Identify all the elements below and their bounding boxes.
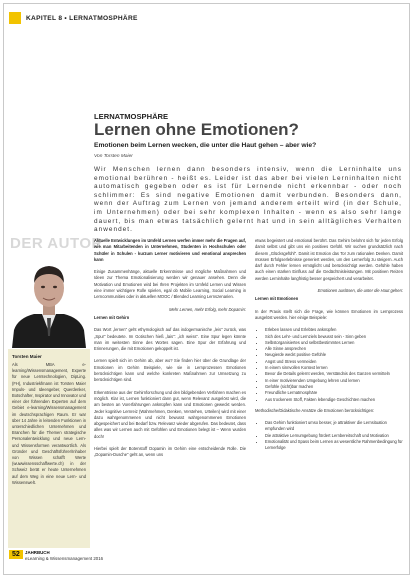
paragraph: Das Wort „lernen" geht ethymologisch auf das indogermanische „leis" zurück, was „Spur" bedeutete. Im Gotischen hieß „lais": „ich weiss". Eine Spur legen könnte man im weitesten Sinne des Wortes sagen. Eine Spur der Erfahrung und Erinnerungen, die mit Emotionen gekoppelt ist. (94, 327, 246, 352)
section-quote: Emotionen auslösen, die unter die Haut gehen: (317, 288, 403, 294)
author-name: Torsten Maier (12, 354, 42, 359)
list-item: • Das Gehirn funktioniert umso besser, je attraktiver die Lernsituation empfunden wird (265, 420, 403, 433)
author-bio-box (8, 349, 90, 548)
list-item: • Freundliche Lernatmosphäre (265, 390, 403, 396)
paragraph: Lernen spielt sich im Gehirn ab, aber wo? Sie finden hier über die Grundlage der Emotionen im Gehirn Beispiele, wie sie in Lernprozessen Emotionen berücksichtigen kann und welche konkreten Maßnahmen zur Umsetzung zu berücksichtigen sind. (94, 358, 246, 383)
chapter-label: KAPITEL 8 • LERNATMOSPHÄRE (26, 14, 138, 22)
page-footer (9, 550, 104, 568)
paragraph: Methodische/Didaktische Ansätze die Emotionen berücksichtigen: (255, 407, 375, 413)
lead-paragraph: Wir Menschen lernen dann besonders intensiv, wenn die Lerninhalte uns emotional berühren - heißt es. Leider ist das aber bei vielen Lerninhalten nicht automatisch gegeben oder es ist für Lernende nicht erkennbar - oder noch schlimmer: Es sind negative Emotionen damit verbunden. Besonders dann, wenn der Auftrag zum Lernen von jemand anderem erteilt wird (in der Schule, im Unternehmen) oder bei sehr komplexen Inhalten - wenn es also sehr lange dauert, bis man etwas tatsächlich gelernt hat und in sein alltägliches Verhalten anwendet. (94, 166, 402, 234)
article-kicker: LERNATMOSPHÄRE (94, 112, 169, 121)
intro-bold: Aktuelle Entwicklungen im Umfeld Lernen werfen immer mehr die Fragen auf, wie man Mitarbeitenden in Unternehmen, Studenten in Hochschulen oder Schüler in Schulen - kurzum Lerner motivieren und emotional ansprechen kann (94, 238, 246, 262)
examples-list (255, 327, 403, 403)
paragraph: Erkenntnisse aus der Gehirnforschung und den bildgebenden Verfahren machen es möglich. Klar ist, Lernen funktioniert dann gut, wenn Relevanz ausgelöst wird, die am besten an Vorerfahrungen anknüpfen kann und Emotionen geweckt werden. Jeder kognitive Lernreiz (Wahrnehmen, Denken, Verstehen, Urteilen) wird mit einer dazu wahrgenommenen und nicht bewusst wahrgenommenen Emotionen abgespeichert und bei Bedarf bzw. Relevanz wieder abgerufen. Das bedeutet, dass alles was wir Lernen auch mit Gefühlen und Emotionen belegt ist – Wenn wurden doch! (94, 389, 246, 439)
section-heading: Lernen mit Emotionen (255, 296, 299, 302)
paragraph: In der Praxis stellt sich die Frage, wie können Emotionen im Lernprozess ausgelöst werden. hier einige Beispiele: (255, 308, 403, 320)
author-portrait (10, 252, 88, 348)
section-quote: Mehr Lernen, mehr Erfolg, mehr Dopamin: (169, 306, 246, 312)
chapter-marker-icon (9, 12, 21, 24)
author-bio: Als MBA e-learning/Wissensmanagement, Experte für neue Lerntechnologien, DipLing.(FH), Industriekfmann ist Torsten Maier Impuls- und Ideengeber, Querdenker, Botschafter, Inspirator und Innovator und einer der führenden Experten auf dem Gebiet e-learning/Wissensmanagement im deutschsprachigen Raum. Er war über 14 Jahre in leitenden Funktionen in unterschiedlichen Unternehmen und Branchen für die Themen strategische Personalentwicklung und neue Lern- und Wissensformen verantwortlich. Als Gründer und Geschäftsführer/Inhaber von Wissen schafft Werte (wuwwissensschaffwerte.ch) in der Schweiz berät er heute Unternehmen auf dem Weg in eine neue Lern- und Wissenswelt. (12, 362, 86, 485)
list-item: • In einer motivierenden Umgebung lehren und lernen (265, 378, 403, 384)
article-subtitle: Emotionen beim Lernen wecken, die unter die Haut gehen – aber wie? (94, 142, 317, 149)
list-item: • Selbstorganisiertes und selbstbestimmtes Lernen (265, 340, 403, 346)
list-item: • In einem sinnvollen Kontext lernen (265, 365, 403, 371)
paragraph: etwas begeistert und emotional berührt. Das Gehirn belohnt sich für jeden Erfolg damit selbst und gibt uns ein positives Gefühl. Wir suchen grundsätzlich nach diesem „Glücksgefühl". Damit ist Emotion das Tor zum rationalen Denken. Damit müssen Erfolgserlebnisse generiert werden, um den Lernerfolg zu steigern. Auch darf durch Fehler lernen ermöglicht und berücksichtigt werden. Gefühle haben auch einen starken Einfluss auf die Gedächtnisleistungen. Mit positiven Reizen werden Lerninhalte langfristig besser gespeichert und verarbeitet. (255, 238, 403, 281)
page-number: 52 (9, 550, 23, 559)
publication-subtitle: eLearning & Wissensmanagement 2016 (25, 556, 104, 561)
list-item: • Neugierde weckt positive Gefühle (265, 352, 403, 358)
list-item: • Die attraktive Lernumgebung fördert Lernbereitschaft und Motivation (265, 433, 403, 439)
author-box-heading: DER AUTOR (10, 235, 103, 252)
paragraph: Hierbei spielt der Botenstoff Dopamin im Gehirn eine entscheidende Rolle. Die „Dopamin-Dusche" geht an, wenn uns (94, 446, 246, 458)
list-item: • Emotionalität und Spass beim Lernen as wesentliche Rahmenbedingung für Lernerfolge (265, 439, 403, 452)
list-item: • Aus trockenem Stoff, Fakten lebendige Geschichten machen (265, 397, 403, 403)
methods-list (255, 420, 403, 451)
text-column-left (94, 238, 246, 465)
list-item: • Alle Sinne ansprechen (265, 346, 403, 352)
list-item: • Angst und Stress vermeiden (265, 359, 403, 365)
text-column-right (255, 238, 403, 457)
list-item: • Bevor die Details gelernt werden, Verständnis des Ganzen vermitteln (265, 371, 403, 377)
chapter-header (9, 11, 138, 25)
list-item: • Erleben lassen und Erlebtes anknüpfen (265, 327, 403, 333)
article-title: Lernen ohne Emotionen? (94, 120, 299, 139)
publication-name: JAHRBUCH (25, 550, 50, 555)
list-item: • Sich des Lehr- und Lernziels bewusst sein - Sinn geben (265, 334, 403, 340)
section-heading: Lernen mit Gehirn (94, 314, 130, 320)
paragraph: Einige Zusammenhänge, aktuelle Erkenntnisse und mögliche Maßnahmen und Ideen zur Thema Emotionalisierung werden wir genauer ansehen. Denn die Motivation und Emotionen wird bei Ihren Projekten im Umfeld Lernen und Wissen eine immer wichtigere Rolle spielen, egal ob Mobile Learning, Social Learning in Lerncommunities oder in aktuellen MOOC / Blended Learning Lernszenarien. (94, 269, 246, 300)
list-item: • Gefühle (sicht)bar machen (265, 384, 403, 390)
author-byline: Von Torsten Maier (94, 154, 133, 159)
